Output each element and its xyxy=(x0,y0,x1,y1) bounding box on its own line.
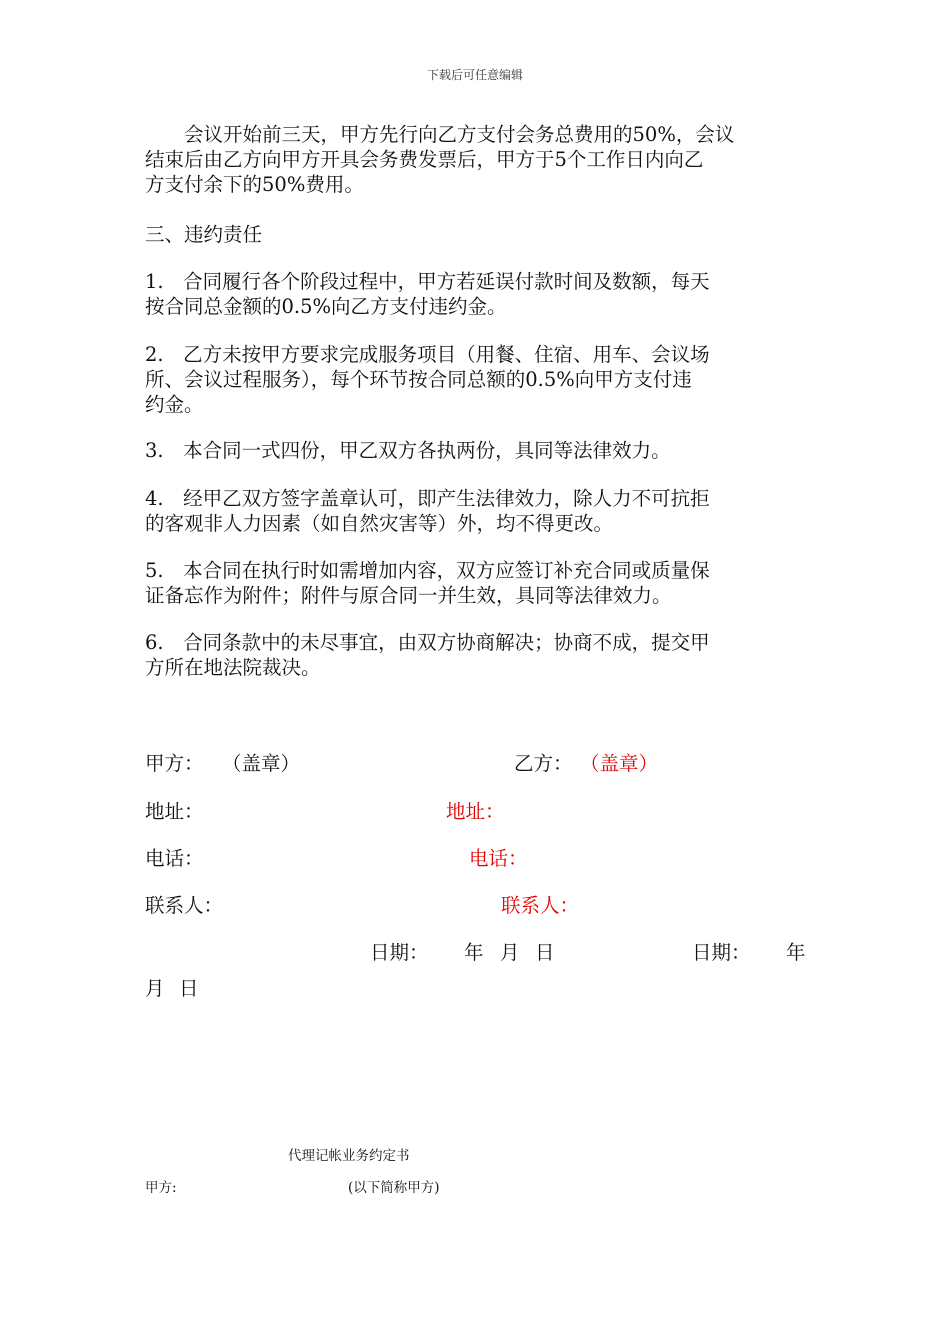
payment-line: 会议开始前三天，甲方先行向乙方支付会务总费用的50%，会议 xyxy=(184,123,735,146)
date-b-label: 日期： xyxy=(692,941,751,964)
clause-line: 按合同总金额的0.5%向乙方支付违约金。 xyxy=(145,295,507,318)
party-a-seal: （盖章） xyxy=(222,752,301,775)
date-a-label: 日期： xyxy=(370,941,429,964)
clause-1 xyxy=(145,269,805,319)
payment-line: 方支付余下的50%费用。 xyxy=(145,173,364,196)
phone-a-label: 电话： xyxy=(145,847,204,870)
contact-b-label: 联系人： xyxy=(501,894,580,917)
address-a-label: 地址： xyxy=(145,800,204,823)
clause-line: 4. 经甲乙双方签字盖章认可，即产生法律效力，除人力不可抗拒 xyxy=(145,487,710,510)
clause-line: 的客观非人力因素（如自然灾害等）外，均不得更改。 xyxy=(145,512,614,535)
clause-line: 证备忘作为附件；附件与原合同一并生效，具同等法律效力。 xyxy=(145,584,672,607)
clause-line: 3. 本合同一式四份，甲乙双方各执两份，具同等法律效力。 xyxy=(145,439,671,462)
date-b-day: 日 xyxy=(179,977,199,1000)
clause-line: 6. 合同条款中的未尽事宜，由双方协商解决；协商不成，提交甲 xyxy=(145,631,710,654)
date-b-year: 年 xyxy=(786,941,806,964)
date-a-month: 月 xyxy=(500,941,520,964)
clause-line: 1. 合同履行各个阶段过程中，甲方若延误付款时间及数额，每天 xyxy=(145,270,710,293)
payment-line: 结束后由乙方向甲方开具会务费发票后，甲方于5个工作日内向乙 xyxy=(145,148,704,171)
clause-6 xyxy=(145,630,805,680)
section-3-title: 三、违约责任 xyxy=(145,223,263,246)
date-a-year: 年 xyxy=(464,941,484,964)
clause-3 xyxy=(145,438,805,463)
party-b-seal: （盖章） xyxy=(580,752,659,775)
contact-a-label: 联系人： xyxy=(145,894,224,917)
clause-line: 2. 乙方未按甲方要求完成服务项目（用餐、住宿、用车、会议场 xyxy=(145,343,710,366)
date-b-month: 月 xyxy=(145,977,165,1000)
clause-2 xyxy=(145,342,805,417)
party-b-label: 乙方： xyxy=(514,752,573,775)
payment-paragraph xyxy=(145,122,805,197)
clause-5 xyxy=(145,558,805,608)
clause-line: 5. 本合同在执行时如需增加内容，双方应签订补充合同或质量保 xyxy=(145,559,710,582)
clause-line: 约金。 xyxy=(145,393,204,416)
address-b-label: 地址： xyxy=(446,800,505,823)
next-doc-party-label: 甲方: xyxy=(145,1180,177,1196)
next-doc-party-note: (以下简称甲方) xyxy=(348,1180,440,1196)
clause-line: 所、会议过程服务），每个环节按合同总额的0.5%向甲方支付违 xyxy=(145,368,692,391)
page-header: 下载后可任意编辑 xyxy=(426,68,523,82)
date-a-day: 日 xyxy=(535,941,555,964)
clause-4 xyxy=(145,486,805,536)
party-a-label: 甲方： xyxy=(145,752,204,775)
next-doc-title: 代理记帐业务约定书 xyxy=(288,1148,410,1164)
phone-b-label: 电话： xyxy=(469,847,528,870)
clause-line: 方所在地法院裁决。 xyxy=(145,656,321,679)
